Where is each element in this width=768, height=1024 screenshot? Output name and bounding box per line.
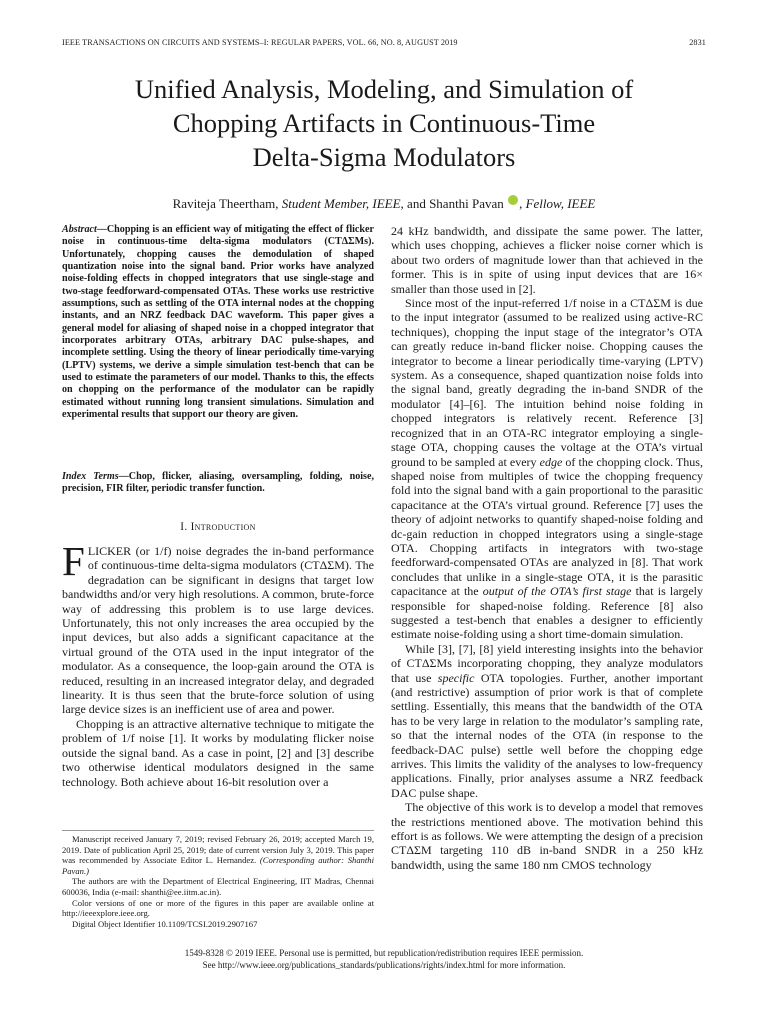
right-paragraph-3	[391, 642, 703, 800]
copyright-notice	[62, 947, 706, 971]
copyright-line-1: 1549-8328 © 2019 IEEE. Personal use is permitted, but republication/redistribution requires IEEE permission.	[184, 948, 584, 958]
orcid-icon[interactable]	[508, 195, 518, 205]
right-paragraph-2-part-b: of the chopping clock. Thus, shaped noise from multiples of twice the chopping frequency fold into the signal band with a gain proportional to the parasitic capacitance at the OTA’s virtual ground. Reference [7] uses the theory of adjoint networks to quantify shaped-noise folding and dc-gain reduction in chopped integrators using a single-stage OTA. Chopping artifacts in integrators with two-stage feedforward-compensated OTAs are analyzed in [8]. That work concludes that unlike in a single-stage OTA, it is the parasitic capacitance at the	[391, 454, 703, 599]
copyright-line-2[interactable]: See http://www.ieee.org/publications_standards/publications/rights/index.html for more information.	[202, 960, 566, 970]
title-line-2: Chopping Artifacts in Continuous-Time	[172, 108, 596, 138]
right-paragraph-2	[391, 296, 703, 642]
right-paragraph-3-emphasis: specific	[437, 670, 475, 685]
abstract-label: Abstract—	[62, 224, 107, 235]
index-terms-text: Chop, flicker, aliasing, oversampling, folding, noise, precision, FIR filter, periodic transfer function.	[62, 471, 374, 495]
right-paragraph-3-part-a: While [3], [7], [8] yield interesting insights into the behavior of CTΔΣMs incorporating chopping, they analyze modulators that use	[391, 641, 703, 685]
page-number: 2831	[689, 38, 706, 47]
index-terms-label: Index Terms—	[62, 471, 129, 482]
section-numeral: I.	[180, 521, 191, 533]
right-paragraph-1: 24 kHz bandwidth, and dissipate the same power. The latter, which uses chopping, achieves a flicker noise corner which is about two orders of magnitude lower than that achieved in the former. This is in spite of using input devices that are 16× smaller than those used in [2].	[391, 224, 703, 296]
introduction-text	[62, 538, 374, 789]
footnote-received-text: Manuscript received January 7, 2019; revised February 26, 2019; accepted March 19, 2019. Date of publication April 25, 2019; date of current version July 3, 2019. This paper was recommended by Associate Editor L. Hernandez.	[62, 834, 374, 866]
right-column-text	[391, 224, 703, 872]
footnote-affiliation: The authors are with the Department of Electrical Engineering, IIT Madras, Chennai 600036, India (e-mail: shanthi@ee.iitm.ac.in).	[62, 876, 374, 897]
abstract	[62, 224, 374, 422]
paper-title	[62, 72, 706, 174]
drop-cap: F	[62, 538, 85, 584]
footnote-doi: Digital Object Identifier 10.1109/TCSI.2019.2907167	[72, 918, 258, 929]
intro-paragraph-1	[62, 538, 374, 717]
author-1-name: Raviteja Theertham,	[172, 196, 279, 211]
abstract-text: Chopping is an efficient way of mitigating the effect of flicker noise in continuous-time delta-sigma modulators (CTΔΣMs). Unfortunately, chopping causes the demodulation of shaped quantization noise into the signal band. Prior works have analyzed noise-folding effects in chopped integrators that use single-stage and two-stage feedforward-compensated OTAs. These works use restrictive assumptions, such as settling of the OTA internal nodes at the chopping instants, and an NRZ feedback DAC waveform. This paper gives a general model for aliasing of shaped noise in a chopped integrator that incorporates arbitrary OTAs, arbitrary DAC pulse-shapes, and incomplete settling. Using the theory of linear periodically time-varying (LPTV) systems, we derive a simple simulation test-bench that can be used to estimate the parameters of our model. Thanks to this, the effects on chopping on the performance of the modulator can be rapidly estimated without running long transient simulations. Simulation and experimental results that support our theory are given.	[62, 224, 374, 421]
section-heading-introduction	[62, 521, 374, 533]
author-2-grade: Fellow, IEEE	[525, 196, 596, 211]
footnote-color-versions: Color versions of one or more of the figures in this paper are available online at http://ieeexplore.ieee.org.	[62, 897, 374, 919]
right-paragraph-2-emphasis-1: edge	[539, 454, 563, 469]
index-terms	[62, 471, 374, 496]
footnote-corresponding: (Corresponding author: Shanthi Pavan.)	[62, 855, 374, 876]
running-header	[62, 38, 706, 52]
journal-name: IEEE TRANSACTIONS ON CIRCUITS AND SYSTEMS–I: REGULAR PAPERS, VOL. 66, NO. 8, AUGUST 2019	[62, 38, 458, 47]
author-1-grade: Student Member, IEEE	[281, 196, 401, 211]
right-paragraph-4: The objective of this work is to develop a model that removes the restrictions mentioned above. The motivation behind this effort is as follows. We were attempting the design of a precision CTΔΣM targeting 110 dB in-band SNDR in a 250 kHz bandwidth, using the same 180 nm CMOS technology	[391, 800, 703, 872]
right-paragraph-2-part-c: that is largely responsible for shaped-noise folding. Reference [8] also suggested a test-bench that enables a designer to efficiently estimate noise-folding using a short time-domain simulation.	[391, 584, 703, 642]
title-line-1: Unified Analysis, Modeling, and Simulation of	[134, 74, 634, 104]
title-line-3: Delta-Sigma Modulators	[252, 142, 516, 172]
footnote-received	[62, 834, 374, 876]
first-page-footnote	[62, 834, 374, 929]
section-title: Introduction	[190, 521, 256, 533]
footnote-rule	[62, 830, 374, 831]
right-paragraph-2-emphasis-2: output of the OTA’s first stage	[482, 584, 632, 599]
right-paragraph-3-part-b: OTA topologies. Further, another important (and restrictive) assumption of prior work is that of complete settling. Essentially, this means that the bandwidth of the OTA has to be very large in relation to the modulator’s sampling rate, so that the internal nodes of the OTA (in response to the feedback-DAC pulse) settle well before the chopping edge arrives. This limits the validity of the analyses to low-frequency applications. Finally, prior analyses assume a NRZ feedback DAC pulse shape.	[391, 670, 703, 800]
author-joiner: , and Shanthi Pavan	[400, 196, 504, 211]
intro-paragraph-1-text: LICKER (or 1/f) noise degrades the in-band performance of continuous-time delta-sigma modulators (CTΔΣM). The degradation can be significant in designs that target low bandwidths and/or very high resolutions. A common, brute-force way of addressing this problem is to use large devices. Unfortunately, this not only increases the area occupied by the input devices, but also adds a significant capacitance at the virtual ground of the OTA used in the input integrator of the modulator. As a consequence, the loop-gain around the OTA is reduced, resulting in an increased integrator delay, and degraded linearity. It is thus seen that the brute-force solution of using large device sizes is an inefficient use of area and power.	[62, 544, 374, 717]
author-line: Raviteja Theertham, Student Member, IEEE, and Shanthi Pavan , Fellow, IEEE	[172, 196, 596, 211]
intro-paragraph-2: Chopping is an attractive alternative technique to mitigate the problem of 1/f noise [1]. It works by modulating flicker noise outside the signal band. As a case in point, [2] and [3] describe two otherwise identical modulators designed in the same technology. Both achieve about 16-bit resolution over a	[62, 716, 374, 789]
right-paragraph-2-part-a: Since most of the input-referred 1/f noise in a CTΔΣM is due to the input integrator (assumed to be realized using active-RC techniques), chopping the input stage of the integrator’s OTA can greatly reduce in-band flicker noise. Chopping causes the integrator to become a linear periodically time-varying (LPTV) system. As a consequence, shaped quantization noise folds into the signal band, greatly degrading the in-band SNDR of the modulator [4]–[6]. The intuition behind noise folding in chopped integrators is relatively recent. Reference [3] recognized that in an OTA-RC integrator employing a single-stage OTA, chopping causes the voltage at the OTA’s virtual ground to be sampled at every	[391, 296, 703, 469]
